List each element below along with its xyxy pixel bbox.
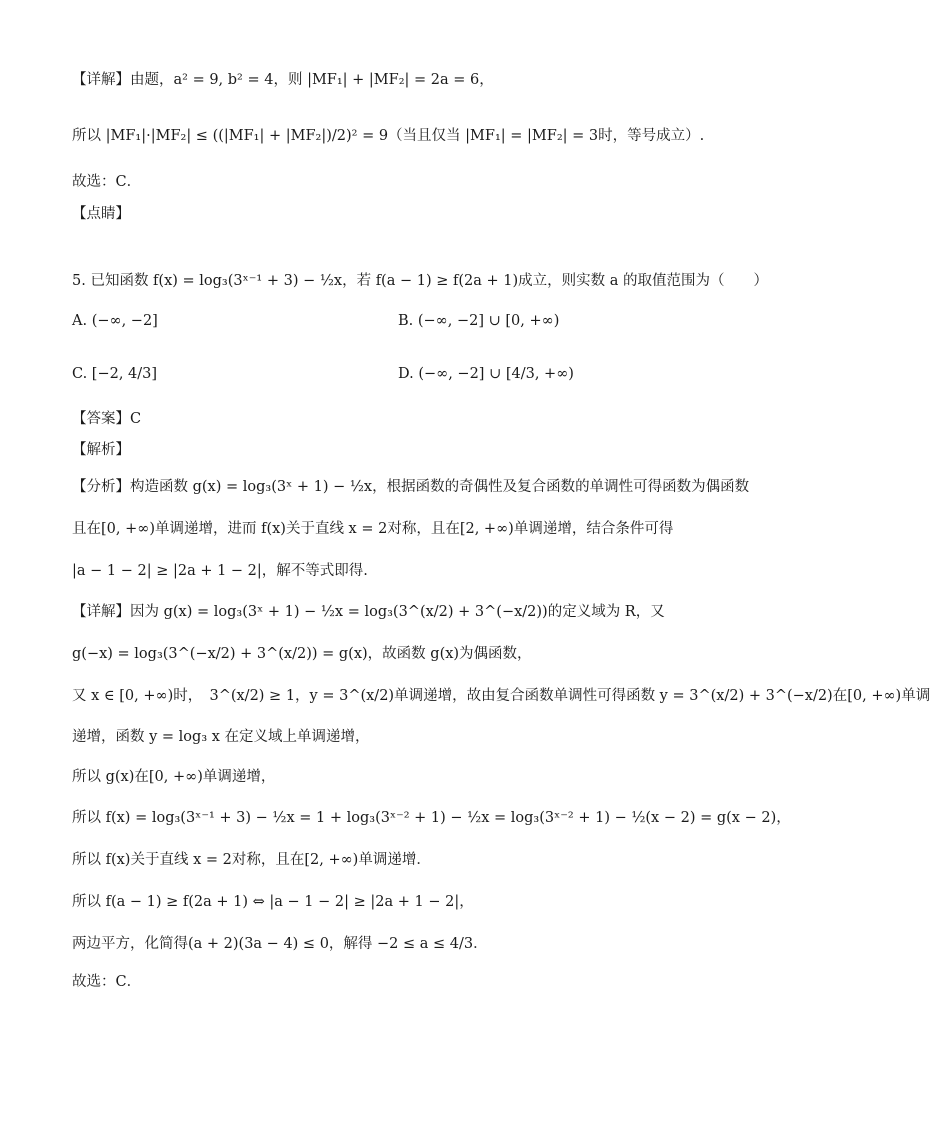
solution-detail-line-2: 所以 |MF₁|·|MF₂| ≤ ((|MF₁| + |MF₂|)/2)² = 9（当且仅当 |MF₁| = |MF₂| = 3时，等号成立）.	[72, 128, 705, 144]
option-a: A. (−∞, −2]	[72, 313, 158, 329]
analysis-line-2: 且在[0, +∞)单调递增，进而 f(x)关于直线 x = 2对称，且在[2, +∞)单调递增，结合条件可得	[72, 521, 674, 537]
analysis-line-1: 【分析】构造函数 g(x) = log₃(3ˣ + 1) − ½x，根据函数的奇偶性及复合函数的单调性可得函数为偶函数	[72, 479, 750, 495]
question-5-stem: 5. 已知函数 f(x) = log₃(3ˣ⁻¹ + 3) − ½x，若 f(a − 1) ≥ f(2a + 1)成立，则实数 a 的取值范围为（ ）	[72, 273, 768, 289]
detail-line-8: 所以 f(a − 1) ≥ f(2a + 1) ⇔ |a − 1 − 2| ≥ |2a + 1 − 2|，	[72, 894, 474, 910]
comment-heading: 【点睛】	[72, 206, 130, 222]
solution-detail-line-1: 【详解】由题，a² = 9, b² = 4，则 |MF₁| + |MF₂| = 2a = 6，	[72, 72, 494, 88]
detail-line-2: g(−x) = log₃(3^(−x/2) + 3^(x/2)) = g(x)，故函数 g(x)为偶函数，	[72, 646, 532, 662]
detail-line-7: 所以 f(x)关于直线 x = 2对称，且在[2, +∞)单调递增．	[72, 852, 431, 868]
option-d: D. (−∞, −2] ∪ [4/3, +∞)	[398, 366, 574, 382]
analysis-heading: 【解析】	[72, 442, 130, 458]
detail-line-3: 又 x ∈ [0, +∞)时， 3^(x/2) ≥ 1，y = 3^(x/2)单调递增，故由复合函数单调性可得函数 y = 3^(x/2) + 3^(−x/2)在[0, +∞)单调	[72, 688, 930, 704]
detail-line-9: 两边平方，化简得(a + 2)(3a − 4) ≤ 0，解得 −2 ≤ a ≤ 4/3．	[72, 936, 488, 952]
analysis-line-3: |a − 1 − 2| ≥ |2a + 1 − 2|，解不等式即得.	[72, 563, 368, 579]
option-c: C. [−2, 4/3]	[72, 366, 158, 382]
detail-line-6: 所以 f(x) = log₃(3ˣ⁻¹ + 3) − ½x = 1 + log₃(3ˣ⁻² + 1) − ½x = log₃(3ˣ⁻² + 1) − ½(x − 2) = g(x − 2)，	[72, 810, 791, 826]
answer-label: 【答案】C	[72, 411, 142, 427]
choose-answer-line: 故选：C．	[72, 174, 142, 190]
detail-line-5: 所以 g(x)在[0, +∞)单调递增，	[72, 769, 276, 785]
detail-line-10: 故选：C．	[72, 974, 142, 990]
detail-line-4: 递增，函数 y = log₃ x 在定义域上单调递增，	[72, 729, 370, 745]
option-b: B. (−∞, −2] ∪ [0, +∞)	[398, 313, 560, 329]
detail-line-1: 【详解】因为 g(x) = log₃(3ˣ + 1) − ½x = log₃(3^(x/2) + 3^(−x/2))的定义域为 R，又	[72, 604, 665, 620]
